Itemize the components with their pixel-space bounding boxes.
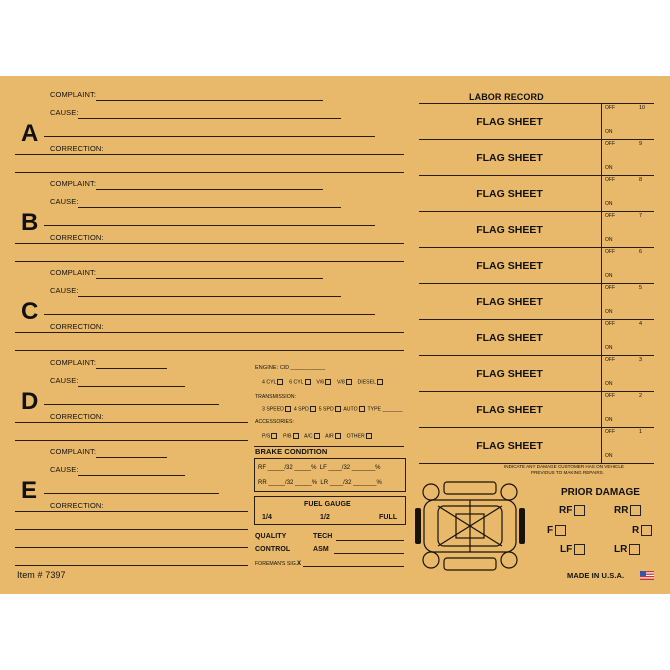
cause-label: CAUSE: [50, 108, 79, 117]
write-line[interactable] [15, 243, 404, 244]
foreman-label: FOREMAN'S SIG. [255, 561, 298, 567]
off-label: OFF [605, 105, 615, 111]
on-label: ON [605, 417, 613, 423]
write-line[interactable] [44, 225, 375, 226]
damage-rr[interactable]: RR [614, 505, 641, 516]
damage-r[interactable]: R [632, 525, 652, 536]
brake-box [254, 458, 406, 492]
flag-sheet-label: FLAG SHEET [476, 368, 543, 380]
off-label: OFF [605, 393, 615, 399]
section-letter: B [21, 209, 39, 236]
row-number: 7 [639, 213, 643, 219]
correction-label: CORRECTION: [50, 144, 104, 153]
on-label: ON [605, 453, 613, 459]
flag-sheet-label: FLAG SHEET [476, 224, 543, 236]
row-number: 1 [639, 429, 643, 435]
write-line[interactable] [15, 529, 248, 530]
write-line[interactable] [44, 404, 219, 405]
brake-title: BRAKE CONDITION [255, 447, 328, 456]
row-number: 9 [639, 141, 643, 147]
write-line[interactable] [15, 547, 248, 548]
write-line[interactable] [15, 350, 404, 351]
section-letter: D [21, 388, 39, 415]
on-label: ON [605, 273, 613, 279]
prior-damage-title: PRIOR DAMAGE [561, 487, 640, 498]
flag-sheet-label: FLAG SHEET [476, 152, 543, 164]
on-label: ON [605, 309, 613, 315]
complaint-label: COMPLAINT: [50, 447, 97, 456]
damage-lf[interactable]: LF [560, 544, 585, 555]
flag-sheet-label: FLAG SHEET [476, 332, 543, 344]
write-line[interactable] [15, 332, 404, 333]
fuel-full: FULL [379, 514, 398, 521]
flag-sheet-label: FLAG SHEET [476, 116, 543, 128]
write-line[interactable] [78, 475, 185, 476]
flag-sheet-label: FLAG SHEET [476, 260, 543, 272]
flag-sheet-label: FLAG SHEET [476, 296, 543, 308]
asm-label: ASM [313, 546, 329, 553]
foreman-x: X [297, 561, 302, 567]
write-line[interactable] [78, 296, 341, 297]
tech-line[interactable] [336, 540, 404, 541]
row-number: 6 [639, 249, 643, 255]
row-divider [419, 355, 654, 356]
foreman-line[interactable] [303, 566, 404, 567]
engine-options[interactable]: 4 CYL 6 CYL V/6 V/8 DIESEL [262, 379, 383, 385]
correction-label: CORRECTION: [50, 322, 104, 331]
row-number: 8 [639, 177, 643, 183]
write-line[interactable] [15, 565, 248, 566]
write-line[interactable] [96, 278, 323, 279]
brake-row-front[interactable]: RF _____/32 _____% LF ____/32 _______% [258, 465, 381, 471]
made-in-usa: MADE IN U.S.A. [567, 571, 625, 580]
damage-f[interactable]: F [547, 525, 566, 536]
fuel-title: FUEL GAUGE [304, 501, 351, 508]
cause-label: CAUSE: [50, 197, 79, 206]
off-label: OFF [605, 285, 615, 291]
row-divider [419, 211, 654, 212]
write-line[interactable] [96, 189, 323, 190]
control-label: CONTROL [255, 546, 291, 553]
accessories-options[interactable]: P/S P/B A/C AIR OTHER [262, 433, 372, 439]
complaint-label: COMPLAINT: [50, 358, 97, 367]
on-label: ON [605, 237, 613, 243]
on-label: ON [605, 129, 613, 135]
write-line[interactable] [15, 172, 404, 173]
quality-label: QUALITY [255, 533, 287, 540]
accessories-label: ACCESSORIES: [255, 419, 294, 425]
damage-note-1: INDICATE ANY DAMAGE CUSTOMER HAS ON VEHICLE [504, 464, 624, 469]
correction-label: CORRECTION: [50, 501, 104, 510]
write-line[interactable] [96, 100, 323, 101]
off-label: OFF [605, 177, 615, 183]
engine-label: ENGINE: [255, 365, 279, 371]
write-line[interactable] [44, 136, 375, 137]
write-line[interactable] [78, 118, 341, 119]
damage-note-2: PREVIOUS TO MAKING REPAIRS. [531, 470, 605, 475]
write-line[interactable] [15, 154, 404, 155]
row-number: 10 [639, 105, 646, 111]
section-letter: A [21, 120, 39, 147]
asm-line[interactable] [334, 553, 404, 554]
fuel-quarter: 1/4 [262, 514, 273, 521]
brake-row-rear[interactable]: RR _____/32 _____% LR ____/32 _______% [258, 480, 382, 486]
row-number: 3 [639, 357, 643, 363]
row-divider [419, 319, 654, 320]
write-line[interactable] [44, 314, 375, 315]
off-label: OFF [605, 213, 615, 219]
flag-sheet-label: FLAG SHEET [476, 188, 543, 200]
write-line[interactable] [96, 368, 167, 369]
section-letter: E [21, 477, 38, 504]
write-line[interactable] [15, 511, 248, 512]
on-label: ON [605, 345, 613, 351]
row-divider [419, 283, 654, 284]
off-label: OFF [605, 429, 615, 435]
row-number: 5 [639, 285, 643, 291]
cause-label: CAUSE: [50, 376, 79, 385]
write-line[interactable] [44, 493, 219, 494]
fuel-half: 1/2 [320, 514, 331, 521]
correction-label: CORRECTION: [50, 412, 104, 421]
correction-label: CORRECTION: [50, 233, 104, 242]
cause-label: CAUSE: [50, 286, 79, 295]
labor-title: LABOR RECORD [469, 92, 544, 102]
us-flag-icon [640, 571, 654, 580]
complaint-label: COMPLAINT: [50, 268, 97, 277]
flag-sheet-label: FLAG SHEET [476, 404, 543, 416]
on-label: ON [605, 201, 613, 207]
off-label: OFF [605, 141, 615, 147]
row-divider [419, 175, 654, 176]
write-line[interactable] [78, 386, 185, 387]
off-label: OFF [605, 249, 615, 255]
write-line[interactable] [15, 440, 248, 441]
engine-cid: CID ____________ [280, 365, 325, 371]
transmission-options[interactable]: 3 SPEED 4 SPD 5 SPD AUTO TYPE _______ [262, 406, 403, 413]
write-line[interactable] [15, 261, 404, 262]
on-label: ON [605, 381, 613, 387]
row-divider [419, 391, 654, 392]
on-label: ON [605, 165, 613, 171]
tech-label: TECH [313, 533, 333, 540]
vehicle-diagram-icon[interactable] [414, 478, 526, 574]
flag-sheet-label: FLAG SHEET [476, 440, 543, 452]
write-line[interactable] [96, 457, 167, 458]
row-divider [419, 139, 654, 140]
damage-rf[interactable]: RF [559, 505, 585, 516]
complaint-label: COMPLAINT: [50, 90, 97, 99]
item-number: Item # 7397 [17, 570, 66, 580]
cause-label: CAUSE: [50, 465, 79, 474]
complaint-label: COMPLAINT: [50, 179, 97, 188]
write-line[interactable] [15, 422, 248, 423]
row-divider [419, 247, 654, 248]
transmission-label: TRANSMISSION: [255, 394, 296, 400]
row-number: 2 [639, 393, 643, 399]
off-label: OFF [605, 357, 615, 363]
write-line[interactable] [78, 207, 341, 208]
damage-lr[interactable]: LR [614, 544, 640, 555]
off-label: OFF [605, 321, 615, 327]
row-number: 4 [639, 321, 643, 327]
section-letter: C [21, 298, 39, 325]
row-divider [419, 427, 654, 428]
